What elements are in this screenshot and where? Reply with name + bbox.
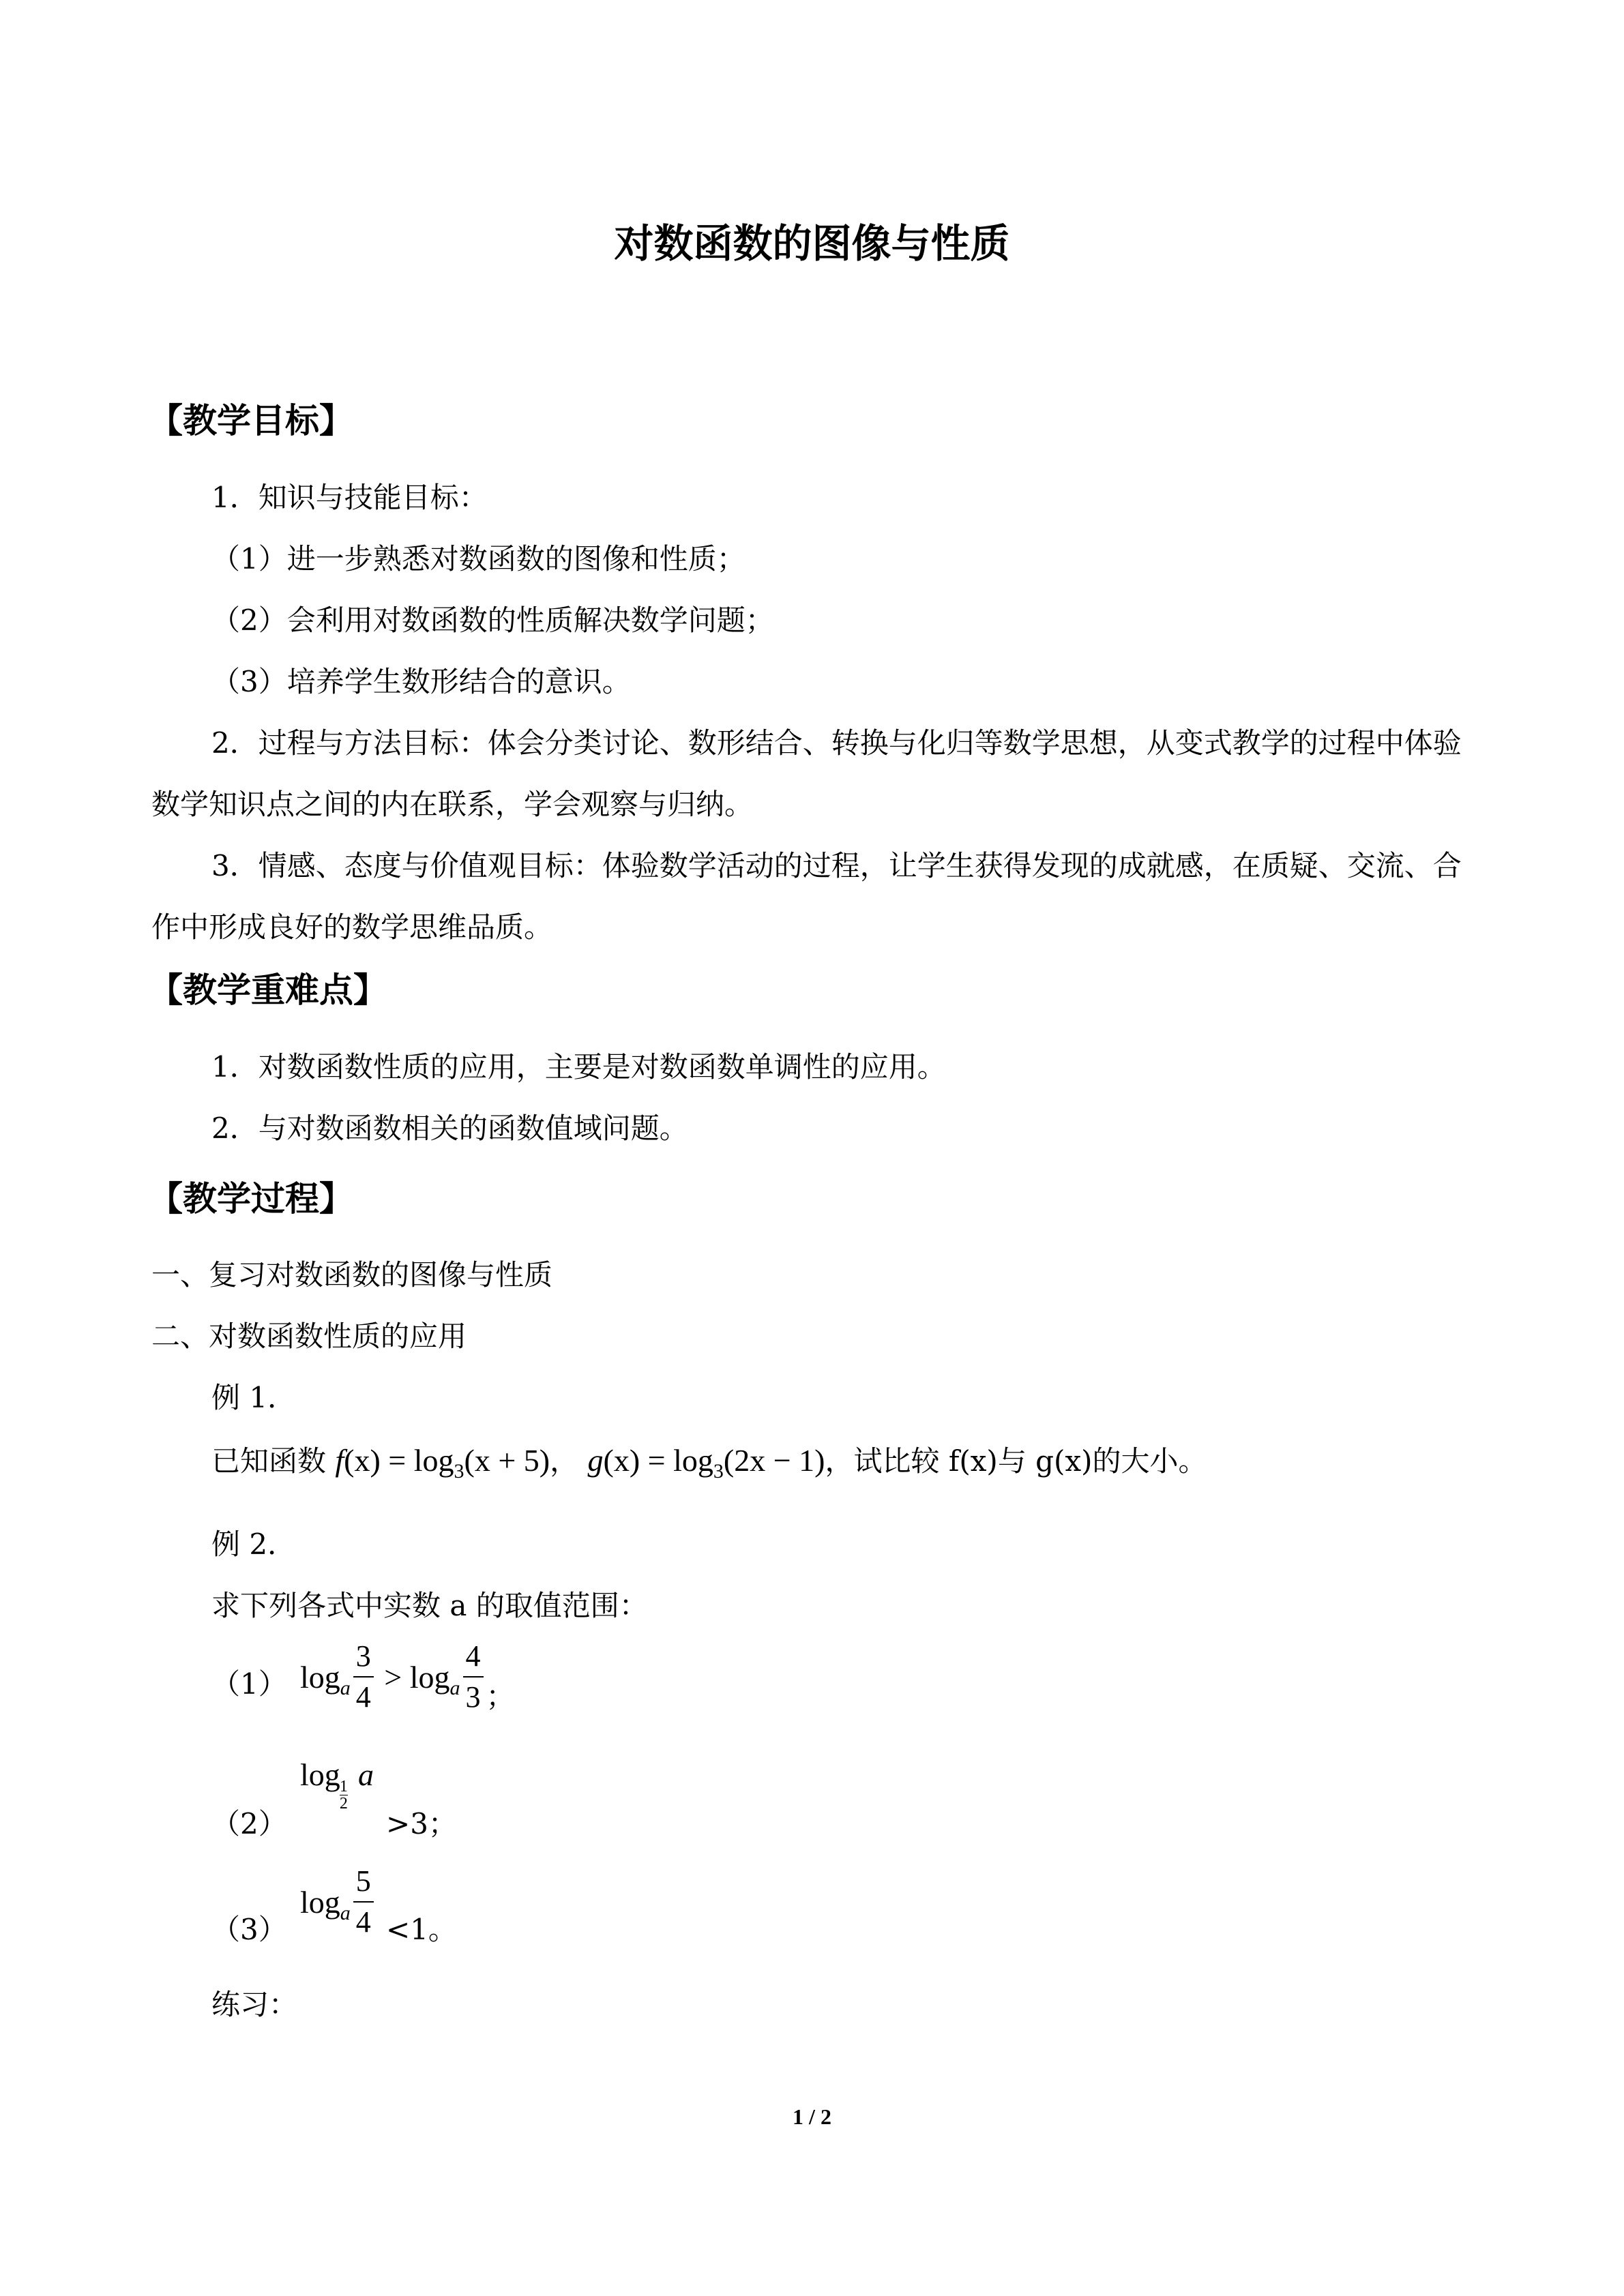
item-2-label: （2）	[211, 1807, 287, 1840]
goal-1b: （2）会利用对数函数的性质解决数学问题；	[211, 603, 774, 637]
formula-f: $f(x) = \log_3(x + 5)$	[335, 1443, 550, 1482]
item-2-end: >3；	[386, 1807, 457, 1840]
goal-1c: （3）培养学生数形结合的意识。	[211, 665, 631, 698]
process-step-2: 二、对数函数性质的应用	[151, 1320, 467, 1353]
inequality-1: $\log_a$ $\frac{3}{4}$ > $\log_a$ $\frac{4}{3}$ ；	[300, 1637, 515, 1717]
section-heading-goals: 【教学目标】	[149, 401, 353, 441]
example-2-text: 求下列各式中实数 a 的取值范围：	[211, 1589, 648, 1622]
goal-1: 1．知识与技能目标：	[211, 481, 488, 514]
formula-g: $g(x) = \log_3(2x - 1)$	[587, 1443, 825, 1482]
inequality-2: log $\frac{1}{2}$ a	[300, 1757, 374, 1813]
example-1-label: 例 1．	[211, 1381, 297, 1414]
item-1-label: （1）	[211, 1667, 287, 1701]
example-2-label: 例 2．	[211, 1527, 297, 1561]
goal-1a: （1）进一步熟悉对数函数的图像和性质；	[211, 542, 745, 576]
practice-label: 练习：	[211, 1988, 298, 2021]
page-title: 对数函数的图像与性质	[614, 220, 1010, 267]
section-heading-keypoints: 【教学重难点】	[149, 970, 387, 1010]
keypoint-2: 2．与对数函数相关的函数值域问题。	[211, 1112, 688, 1145]
page-number: 1 / 2	[793, 2104, 831, 2129]
section-heading-process: 【教学过程】	[149, 1179, 353, 1219]
process-step-1: 一、复习对数函数的图像与性质	[151, 1258, 553, 1292]
keypoint-1: 1．对数函数性质的应用，主要是对数函数单调性的应用。	[211, 1050, 946, 1084]
goal-3: 3．情感、态度与价值观目标：体验数学活动的过程，让学生获得发现的成就感，在质疑、交流、合作中形成良好的数学思维品质。	[151, 849, 1462, 944]
item-3-label: （3）	[211, 1913, 287, 1946]
goal-2: 2．过程与方法目标：体会分类讨论、数形结合、转换与化归等数学思想，从变式教学的过程中体验数学知识点之间的内在联系，学会观察与归纳。	[151, 726, 1462, 821]
example-1-statement: 已知函数 $f(x) = \log_3(x + 5)$， $g(x) = \log_3(2x - 1)$，试比较 f(x)与 g(x)的大小。	[211, 1443, 1207, 1482]
inequality-3: $\log_a$ $\frac{5}{4}$	[300, 1862, 377, 1942]
item-3-end: <1。	[386, 1913, 457, 1946]
